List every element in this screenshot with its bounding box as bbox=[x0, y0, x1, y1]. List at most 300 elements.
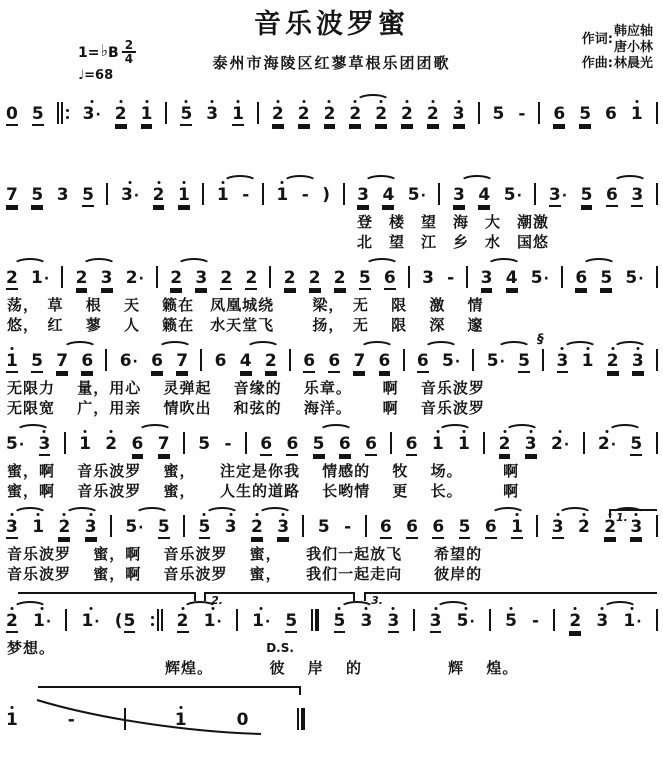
key-letter: B bbox=[108, 44, 119, 61]
note-digit: 3 bbox=[82, 104, 95, 124]
note-digit: 1 bbox=[623, 611, 636, 631]
note-digit: 2 bbox=[271, 104, 284, 124]
barline-stroke bbox=[165, 102, 167, 124]
octave-dot bbox=[129, 181, 132, 184]
note-token bbox=[631, 343, 645, 378]
note-token bbox=[56, 177, 70, 212]
octave-dot bbox=[631, 607, 634, 610]
note-token bbox=[492, 96, 506, 131]
barline-stroke bbox=[534, 183, 536, 205]
octave-dot bbox=[582, 513, 585, 516]
meter-numerator: 2 bbox=[124, 38, 134, 52]
note-digit: 2 bbox=[604, 517, 617, 537]
note-token bbox=[333, 260, 347, 295]
notes-row bbox=[5, 260, 658, 295]
note-token bbox=[629, 426, 643, 461]
barline bbox=[365, 515, 367, 537]
note-token bbox=[379, 509, 393, 544]
segno-icon: § bbox=[536, 332, 545, 347]
barline bbox=[656, 266, 658, 288]
volta-bracket bbox=[204, 592, 355, 607]
octave-dot bbox=[561, 347, 564, 350]
note-token bbox=[57, 509, 71, 544]
barline bbox=[343, 183, 345, 205]
barline-stroke bbox=[656, 183, 658, 205]
composer-name: 林晨光 bbox=[613, 56, 653, 71]
lyric-line: 无限宽 广，用亲 情吹出 和弦的 海洋。 啊 音乐波罗 bbox=[7, 399, 485, 417]
barline-stroke bbox=[245, 432, 247, 454]
notes-row bbox=[5, 332, 658, 378]
note-digit: 5 bbox=[579, 104, 592, 124]
repeat-begin-barline bbox=[57, 102, 70, 124]
note-digit: 7 bbox=[176, 351, 189, 371]
note-token bbox=[131, 426, 145, 461]
note-token bbox=[283, 260, 297, 295]
note-digit: 6 bbox=[405, 434, 418, 454]
octave-dot bbox=[529, 430, 532, 433]
note-token bbox=[407, 177, 427, 212]
octave-dot bbox=[586, 347, 589, 350]
note-token bbox=[581, 343, 595, 378]
note-token bbox=[285, 426, 299, 461]
note-digit: 1 bbox=[178, 185, 190, 205]
octave-dot bbox=[89, 513, 92, 516]
note-token bbox=[78, 426, 92, 461]
barline bbox=[478, 102, 480, 124]
note-token bbox=[104, 426, 118, 461]
note-token bbox=[82, 96, 102, 131]
note-token bbox=[548, 177, 568, 212]
barline-stroke bbox=[302, 515, 304, 537]
note-token bbox=[568, 603, 582, 638]
note-token bbox=[312, 426, 326, 461]
note-token bbox=[364, 426, 378, 461]
note-token bbox=[198, 509, 212, 544]
note-digit: 3 bbox=[551, 517, 564, 537]
augmentation-dot: · bbox=[43, 271, 50, 287]
note-digit: 3 bbox=[277, 517, 290, 537]
note-token bbox=[604, 96, 618, 131]
note-digit: 3 bbox=[630, 517, 643, 537]
barline-stroke bbox=[656, 102, 658, 124]
composer-label: 作曲: bbox=[581, 56, 613, 71]
page-title: 音乐波罗蜜 bbox=[254, 9, 409, 40]
note-token bbox=[84, 509, 98, 544]
octave-dot bbox=[302, 100, 305, 103]
barline bbox=[656, 349, 658, 371]
barline-stroke bbox=[183, 432, 185, 454]
barline bbox=[183, 515, 185, 537]
note-digit: 5 bbox=[31, 185, 44, 205]
note-digit: 3 bbox=[387, 611, 400, 631]
note-digit: 1 bbox=[252, 611, 264, 631]
note-token bbox=[31, 509, 45, 544]
barline-stroke bbox=[110, 515, 112, 537]
barline bbox=[438, 183, 440, 205]
barline bbox=[200, 349, 202, 371]
note-token bbox=[480, 260, 494, 295]
octave-dot bbox=[574, 607, 577, 610]
note-token bbox=[301, 177, 310, 212]
note-digit: 6 bbox=[151, 351, 163, 371]
note-token bbox=[317, 509, 331, 544]
barline-stroke bbox=[583, 432, 585, 454]
note-digit: 2 bbox=[264, 351, 277, 371]
note-digit: - bbox=[242, 185, 250, 205]
note-token bbox=[284, 603, 298, 638]
lyric-line: 北 望 江 乡 水 国悠 bbox=[357, 233, 550, 251]
note-digit: - bbox=[532, 611, 540, 631]
score-header bbox=[0, 0, 663, 96]
note-token bbox=[484, 509, 498, 544]
note-token bbox=[157, 509, 171, 544]
note-digit: 2 bbox=[245, 268, 258, 288]
note-digit: 2 bbox=[176, 611, 189, 631]
lyric-line: 梦想。 bbox=[7, 639, 56, 657]
augmentation-dot: · bbox=[138, 271, 144, 287]
note-token bbox=[223, 426, 232, 461]
ds-label: D.S. bbox=[266, 641, 294, 655]
note-token bbox=[531, 603, 540, 638]
note-token bbox=[510, 509, 524, 544]
note-token bbox=[125, 260, 145, 295]
barline bbox=[64, 432, 66, 454]
note-digit: 5 bbox=[630, 434, 643, 454]
note-token bbox=[524, 426, 538, 461]
note-token bbox=[333, 603, 347, 638]
note-token bbox=[429, 603, 443, 638]
note-digit: 1 bbox=[581, 351, 594, 371]
note-token bbox=[275, 177, 289, 212]
barline-stroke bbox=[656, 515, 658, 537]
octave-dot bbox=[464, 607, 467, 610]
barline-stroke bbox=[489, 609, 491, 631]
note-digit: 5 bbox=[600, 268, 613, 288]
octave-dot bbox=[276, 100, 279, 103]
note-digit: - bbox=[344, 517, 352, 537]
note-token bbox=[30, 343, 44, 378]
barline-stroke bbox=[157, 609, 159, 631]
note-digit: 1 bbox=[32, 517, 45, 537]
barline-stroke bbox=[561, 266, 563, 288]
octave-dot bbox=[181, 607, 184, 610]
note-token bbox=[323, 96, 337, 131]
barline bbox=[245, 432, 247, 454]
note-token bbox=[5, 509, 19, 544]
barline bbox=[466, 266, 468, 288]
lyric-line: 蜜，啊 音乐波罗 蜜， 注定是你我 情感的 牧 场。 啊 bbox=[7, 462, 520, 480]
octave-dot bbox=[405, 100, 408, 103]
note-token bbox=[114, 96, 128, 131]
note-digit: 5 bbox=[518, 351, 531, 371]
octave-dot bbox=[211, 100, 214, 103]
barline bbox=[403, 349, 405, 371]
lyricist-label: 作词: bbox=[581, 32, 613, 47]
note-digit: 3 bbox=[120, 185, 133, 205]
barline-stroke bbox=[656, 349, 658, 371]
octave-dot bbox=[119, 100, 122, 103]
note-digit: 5 bbox=[486, 351, 499, 371]
volta-label: 1. bbox=[616, 511, 628, 524]
note-digit: 3 bbox=[631, 351, 644, 371]
note-token bbox=[381, 177, 395, 212]
augmentation-dot: · bbox=[454, 354, 461, 370]
note-digit: 5 bbox=[6, 434, 18, 454]
barline-stroke bbox=[438, 183, 440, 205]
note-digit: 2 bbox=[333, 268, 346, 288]
octave-dot bbox=[328, 100, 331, 103]
note-digit: 2 bbox=[250, 517, 263, 537]
note-token bbox=[458, 509, 472, 544]
barline-stroke bbox=[297, 708, 299, 730]
note-digit: 2 bbox=[577, 517, 590, 537]
augmentation-dot: · bbox=[636, 614, 642, 630]
volta-label: 3. bbox=[371, 594, 383, 607]
note-digit: 3 bbox=[357, 185, 369, 205]
note-token bbox=[5, 96, 19, 131]
final-barline bbox=[297, 708, 305, 730]
note-digit: 2 bbox=[75, 268, 88, 288]
note-token bbox=[80, 343, 94, 378]
note-token bbox=[38, 426, 52, 461]
octave-dot bbox=[338, 607, 341, 610]
note-digit: - bbox=[67, 710, 75, 730]
lyric-line: 音乐波罗 蜜，啊 音乐波罗 蜜， 我们一起放飞 希望的 bbox=[7, 545, 483, 563]
barline-stroke bbox=[124, 708, 126, 730]
notes-row bbox=[5, 177, 658, 212]
note-token bbox=[431, 509, 445, 544]
octave-dot bbox=[609, 513, 612, 516]
barline bbox=[483, 432, 485, 454]
note-digit: 6 bbox=[553, 104, 566, 124]
note-digit: 5 bbox=[157, 517, 170, 537]
note-digit: 1 bbox=[203, 611, 216, 631]
note-token bbox=[241, 177, 250, 212]
octave-dot bbox=[203, 513, 206, 516]
octave-dot bbox=[110, 430, 113, 433]
note-digit: 0 bbox=[6, 104, 18, 124]
note-digit: 6 bbox=[379, 517, 392, 537]
augmentation-dot: · bbox=[45, 614, 52, 630]
octave-dot bbox=[559, 430, 562, 433]
meter-denominator: 4 bbox=[122, 51, 136, 65]
note-token bbox=[580, 177, 594, 212]
note-digit: 3 bbox=[6, 517, 18, 537]
barline bbox=[302, 515, 304, 537]
note-token bbox=[457, 426, 471, 461]
repeat-dot bbox=[151, 623, 154, 626]
notes-row bbox=[5, 509, 658, 544]
note-digit: 1 bbox=[458, 434, 470, 454]
note-token bbox=[629, 509, 643, 544]
note-digit: 5 bbox=[31, 104, 44, 124]
note-token bbox=[176, 603, 190, 638]
notes-row bbox=[5, 96, 658, 131]
octave-dot bbox=[89, 607, 92, 610]
octave-dot bbox=[179, 706, 182, 709]
lyricist-credit bbox=[582, 24, 653, 56]
barline-stroke bbox=[315, 609, 319, 631]
octave-dot bbox=[556, 513, 559, 516]
note-token bbox=[622, 603, 642, 638]
note-digit: 2 bbox=[6, 611, 18, 631]
barline bbox=[583, 432, 585, 454]
note-digit: 3 bbox=[56, 185, 69, 205]
barline-stroke bbox=[472, 349, 474, 371]
note-token bbox=[595, 603, 609, 638]
barline-stroke bbox=[390, 432, 392, 454]
barline bbox=[236, 609, 238, 631]
barline bbox=[183, 432, 185, 454]
note-digit: - bbox=[447, 268, 455, 288]
note-token bbox=[530, 260, 550, 295]
tempo-marking: ♩=68 bbox=[78, 68, 114, 83]
augmentation-dot: · bbox=[638, 271, 644, 287]
music-system bbox=[5, 686, 658, 737]
note-token bbox=[356, 177, 370, 212]
note-digit: 3 bbox=[453, 185, 465, 205]
key-prefix: 1= bbox=[78, 44, 100, 61]
barline bbox=[269, 266, 271, 288]
note-digit: 3 bbox=[429, 611, 442, 631]
note-token bbox=[556, 343, 570, 378]
note-token bbox=[405, 509, 419, 544]
barline bbox=[413, 609, 415, 631]
note-digit: 2 bbox=[569, 611, 582, 631]
octave-dot bbox=[255, 513, 258, 516]
note-digit: 0 bbox=[236, 710, 249, 730]
barline-stroke bbox=[365, 515, 367, 537]
augmentation-dot: · bbox=[94, 614, 100, 630]
barline-stroke bbox=[106, 183, 108, 205]
note-digit: 7 bbox=[56, 351, 69, 371]
note-token bbox=[577, 509, 591, 544]
augmentation-dot: · bbox=[216, 614, 222, 630]
note-digit: 2 bbox=[498, 434, 511, 454]
note-token bbox=[177, 177, 191, 212]
music-system bbox=[5, 509, 658, 584]
barline-stroke bbox=[289, 349, 291, 371]
note-token bbox=[551, 509, 565, 544]
barline-stroke bbox=[202, 183, 204, 205]
note-digit: 5 bbox=[503, 185, 516, 205]
note-token bbox=[174, 702, 188, 737]
note-token bbox=[276, 509, 290, 544]
barline bbox=[165, 102, 167, 124]
note-token bbox=[302, 343, 316, 378]
note-digit: 6 bbox=[260, 434, 273, 454]
music-system bbox=[5, 592, 658, 678]
note-digit: 6 bbox=[303, 351, 316, 371]
repeat-dot bbox=[66, 109, 69, 112]
note-digit: 3 bbox=[100, 268, 113, 288]
barline bbox=[553, 609, 555, 631]
note-digit: 5 bbox=[125, 517, 138, 537]
volta-bracket bbox=[364, 592, 657, 607]
octave-dot bbox=[611, 347, 614, 350]
note-token bbox=[498, 426, 512, 461]
note-token bbox=[405, 426, 419, 461]
barline bbox=[289, 349, 291, 371]
octave-dot bbox=[84, 430, 87, 433]
double-barline bbox=[311, 609, 319, 631]
barline-stroke bbox=[466, 266, 468, 288]
lyric-line: 悠， 红 蓼 人 籁在 水天堂飞 扬， 无 限 深 邃 bbox=[7, 316, 484, 334]
note-digit: 3 bbox=[38, 434, 51, 454]
note-token bbox=[236, 702, 250, 737]
lyric-line: 荡， 草 根 天 籁在 凤凰城绕 梁， 无 限 激 情 bbox=[7, 296, 484, 314]
note-digit: 4 bbox=[239, 351, 252, 371]
barline bbox=[656, 515, 658, 537]
note-digit: 2 bbox=[551, 434, 563, 454]
note-token bbox=[599, 260, 613, 295]
note-digit: 3 bbox=[524, 434, 537, 454]
barline bbox=[257, 102, 259, 124]
music-system bbox=[5, 426, 658, 501]
note-digit: 2 bbox=[401, 104, 413, 124]
note-token bbox=[80, 603, 100, 638]
note-token bbox=[630, 177, 644, 212]
barline-stroke bbox=[656, 266, 658, 288]
note-digit: 1 bbox=[630, 104, 643, 124]
note-token bbox=[224, 509, 238, 544]
note-digit: 4 bbox=[505, 268, 518, 288]
barline-stroke bbox=[61, 266, 63, 288]
note-digit: 1 bbox=[6, 351, 18, 371]
note-digit: 2 bbox=[597, 434, 610, 454]
augmentation-dot: · bbox=[420, 188, 426, 204]
octave-dot bbox=[281, 181, 284, 184]
note-token bbox=[352, 343, 366, 378]
barline-stroke bbox=[236, 609, 238, 631]
note-digit: 5 bbox=[505, 611, 517, 631]
music-system bbox=[5, 260, 658, 335]
note-token bbox=[75, 260, 89, 295]
barline-stroke bbox=[64, 432, 66, 454]
credits bbox=[582, 24, 653, 72]
note-digit: 2 bbox=[323, 104, 336, 124]
barline bbox=[110, 515, 112, 537]
note-token bbox=[150, 343, 164, 378]
key-line bbox=[78, 40, 136, 65]
note-digit: 5 bbox=[625, 268, 638, 288]
barline-stroke bbox=[105, 349, 107, 371]
note-token bbox=[214, 343, 228, 378]
repeat-dot bbox=[151, 616, 154, 619]
barline bbox=[538, 102, 540, 124]
note-digit: 3 bbox=[195, 268, 208, 288]
barline-stroke bbox=[478, 102, 480, 124]
note-token bbox=[327, 343, 341, 378]
note-token bbox=[5, 343, 19, 378]
music-system bbox=[5, 332, 658, 418]
note-digit: 5 bbox=[198, 517, 211, 537]
repeat-dots bbox=[66, 109, 69, 119]
octave-dot bbox=[635, 100, 638, 103]
note-digit: 5 bbox=[458, 517, 471, 537]
note-token bbox=[251, 603, 271, 638]
note-digit: 1 bbox=[174, 710, 187, 730]
octave-dot bbox=[636, 347, 639, 350]
octave-dot bbox=[436, 430, 439, 433]
barline-stroke bbox=[538, 102, 540, 124]
lyricist-names bbox=[614, 24, 653, 56]
barline bbox=[65, 609, 67, 631]
note-digit: ) bbox=[322, 185, 331, 205]
barline-stroke bbox=[483, 432, 485, 454]
octave-dot bbox=[41, 607, 44, 610]
note-token bbox=[216, 177, 230, 212]
